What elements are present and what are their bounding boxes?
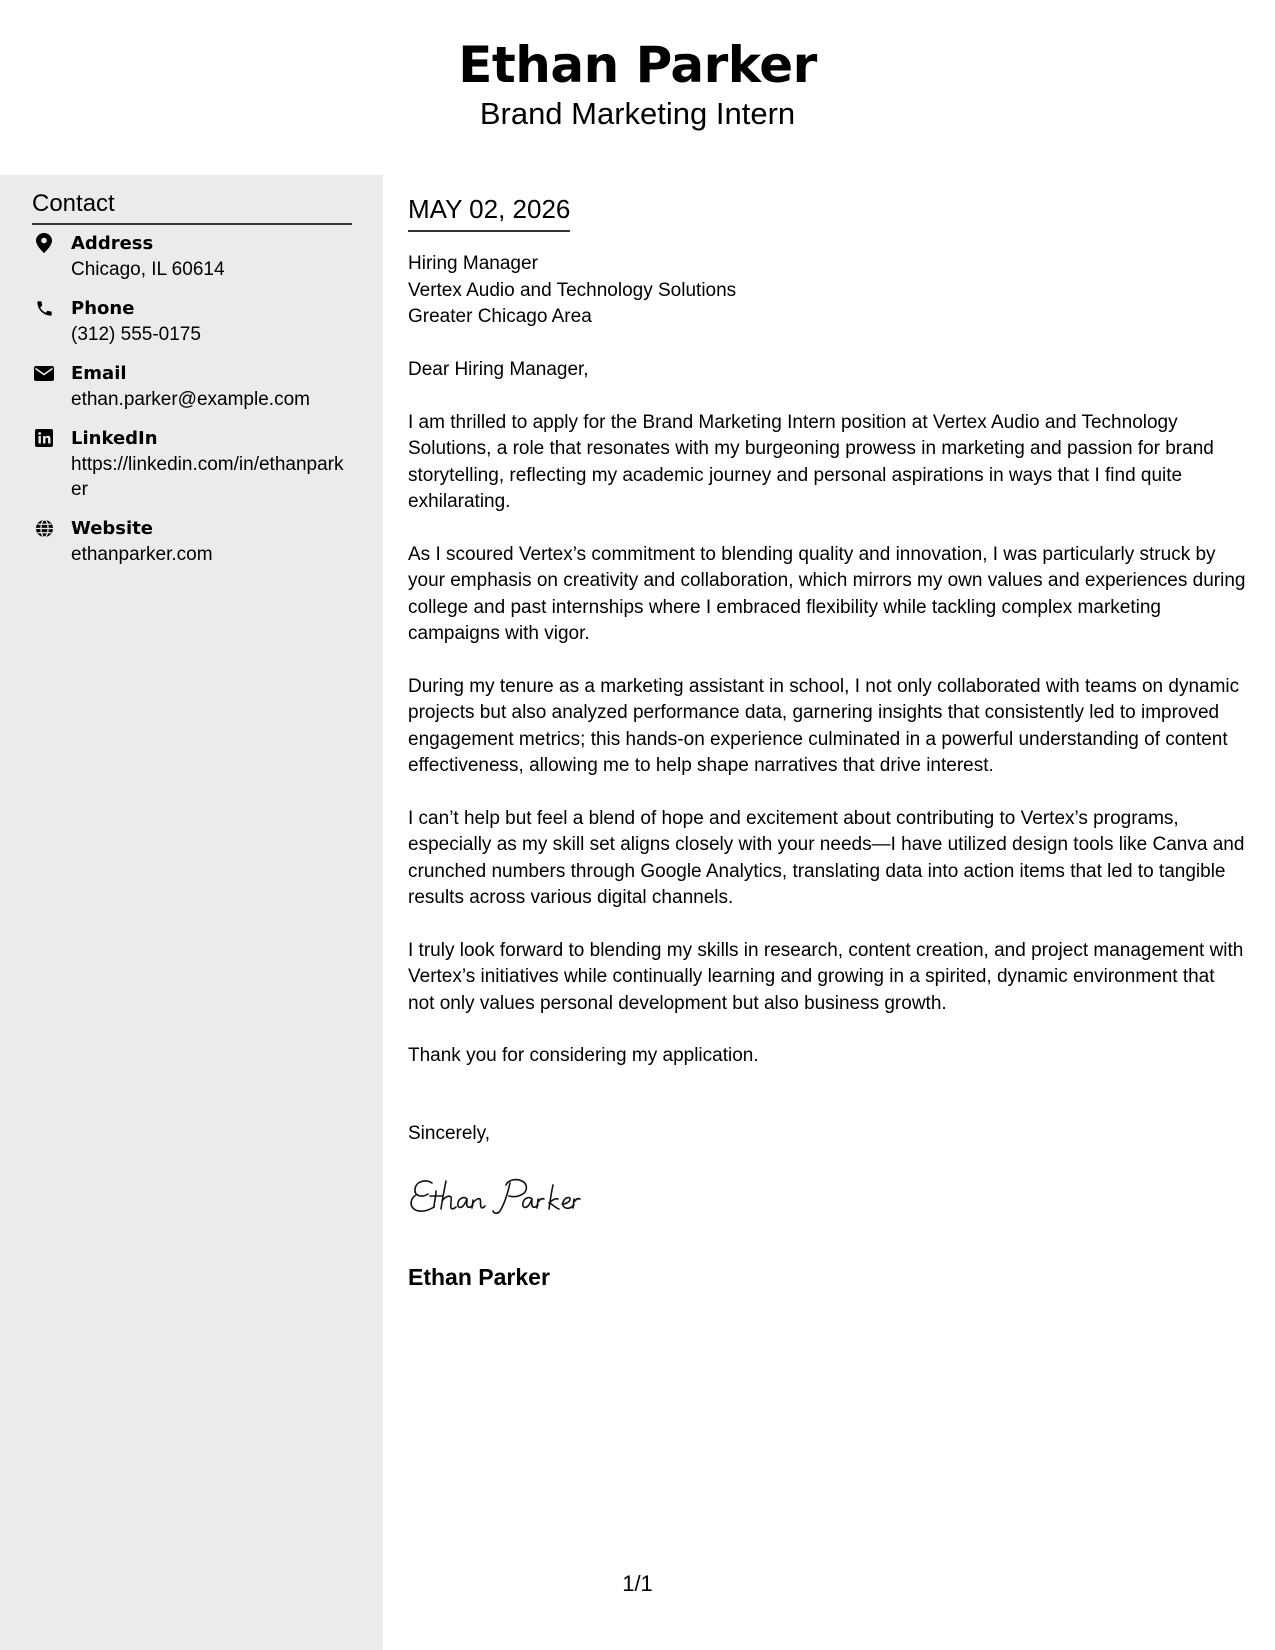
linkedin-icon: [34, 428, 54, 448]
recipient-line: Vertex Audio and Technology Solutions: [408, 279, 737, 301]
contact-item-email: [32, 361, 352, 412]
paragraph: I truly look forward to blending my skills in research, content creation, and project management with Vertex’s initiatives while continually learning and growing in a spirited, dynamic environment that not only values personal development but also business growth.: [408, 939, 1244, 1014]
contact-label: Address: [71, 233, 154, 254]
job-title: Brand Marketing Intern: [479, 96, 796, 131]
paragraph: During my tenure as a marketing assistant in school, I not only collaborated with teams on dynamic projects but also analyzed performance data, garnering insights that consistently led to improved engagement metrics; this hands-on experience culminated in a powerful understanding of content effectiveness, allowing me to help shape narratives that drive interest.: [408, 675, 1240, 776]
contact-item-website: [32, 516, 352, 567]
recipient-line: Hiring Manager: [408, 253, 538, 274]
contact-item-address: [32, 231, 352, 282]
letter-date: MAY 02, 2026: [408, 192, 570, 232]
envelope-icon: [34, 363, 54, 383]
paragraph: As I scoured Vertex’s commitment to blending quality and innovation, I was particularly struck by your emphasis on creativity and collaboration, which mirrors my own values and experiences during college and past internships where I embraced flexibility while tackling complex marketing campaigns with vigor.: [408, 543, 1246, 644]
contact-value: ethan.parker@example.com: [71, 389, 310, 410]
phone-icon: [34, 298, 54, 318]
map-pin-icon: [34, 233, 54, 253]
header: [0, 0, 1275, 175]
salutation: Dear Hiring Manager,: [408, 359, 589, 380]
globe-icon: [34, 518, 54, 538]
contact-list: [32, 231, 352, 581]
paragraph: I am thrilled to apply for the Brand Marketing Intern position at Vertex Audio and Technology Solutions, a role that resonates with my burgeoning prowess in marketing and passion for brand storytelling, reflecting my academic journey and personal aspirations in ways that I find quite exhilarating.: [408, 411, 1214, 512]
recipient-line: Greater Chicago Area: [408, 306, 592, 327]
signature-image: [408, 1165, 648, 1230]
contact-value: Chicago, IL 60614: [71, 259, 225, 280]
contact-label: LinkedIn: [71, 428, 158, 449]
contact-label: Phone: [71, 298, 135, 319]
contact-heading: Contact: [32, 189, 352, 225]
paragraph: I can’t help but feel a blend of hope and excitement about contributing to Vertex’s programs, especially as my skill set aligns closely with your needs—I have utilized design tools like Canva and crunched numbers through Google Analytics, translating data into action items that led to tangible results across various digital channels.: [408, 807, 1245, 908]
contact-value: (312) 555-0175: [71, 324, 201, 345]
recipient-block: [408, 251, 736, 331]
contact-item-phone: [32, 296, 352, 347]
sidebar: [0, 175, 383, 1650]
contact-label: Email: [71, 363, 127, 384]
page-number: 1/1: [622, 1571, 653, 1596]
contact-value[interactable]: https://linkedin.com/in/ethanparker: [71, 454, 344, 500]
closing: Sincerely,: [408, 1123, 491, 1144]
contact-value[interactable]: ethanparker.com: [71, 544, 213, 565]
signer-name: Ethan Parker: [408, 1264, 550, 1290]
contact-item-linkedin: [32, 426, 352, 502]
contact-label: Website: [71, 518, 154, 539]
paragraph: Thank you for considering my application.: [408, 1045, 759, 1066]
candidate-name: Ethan Parker: [458, 36, 817, 94]
letter-text: [408, 357, 1246, 1096]
